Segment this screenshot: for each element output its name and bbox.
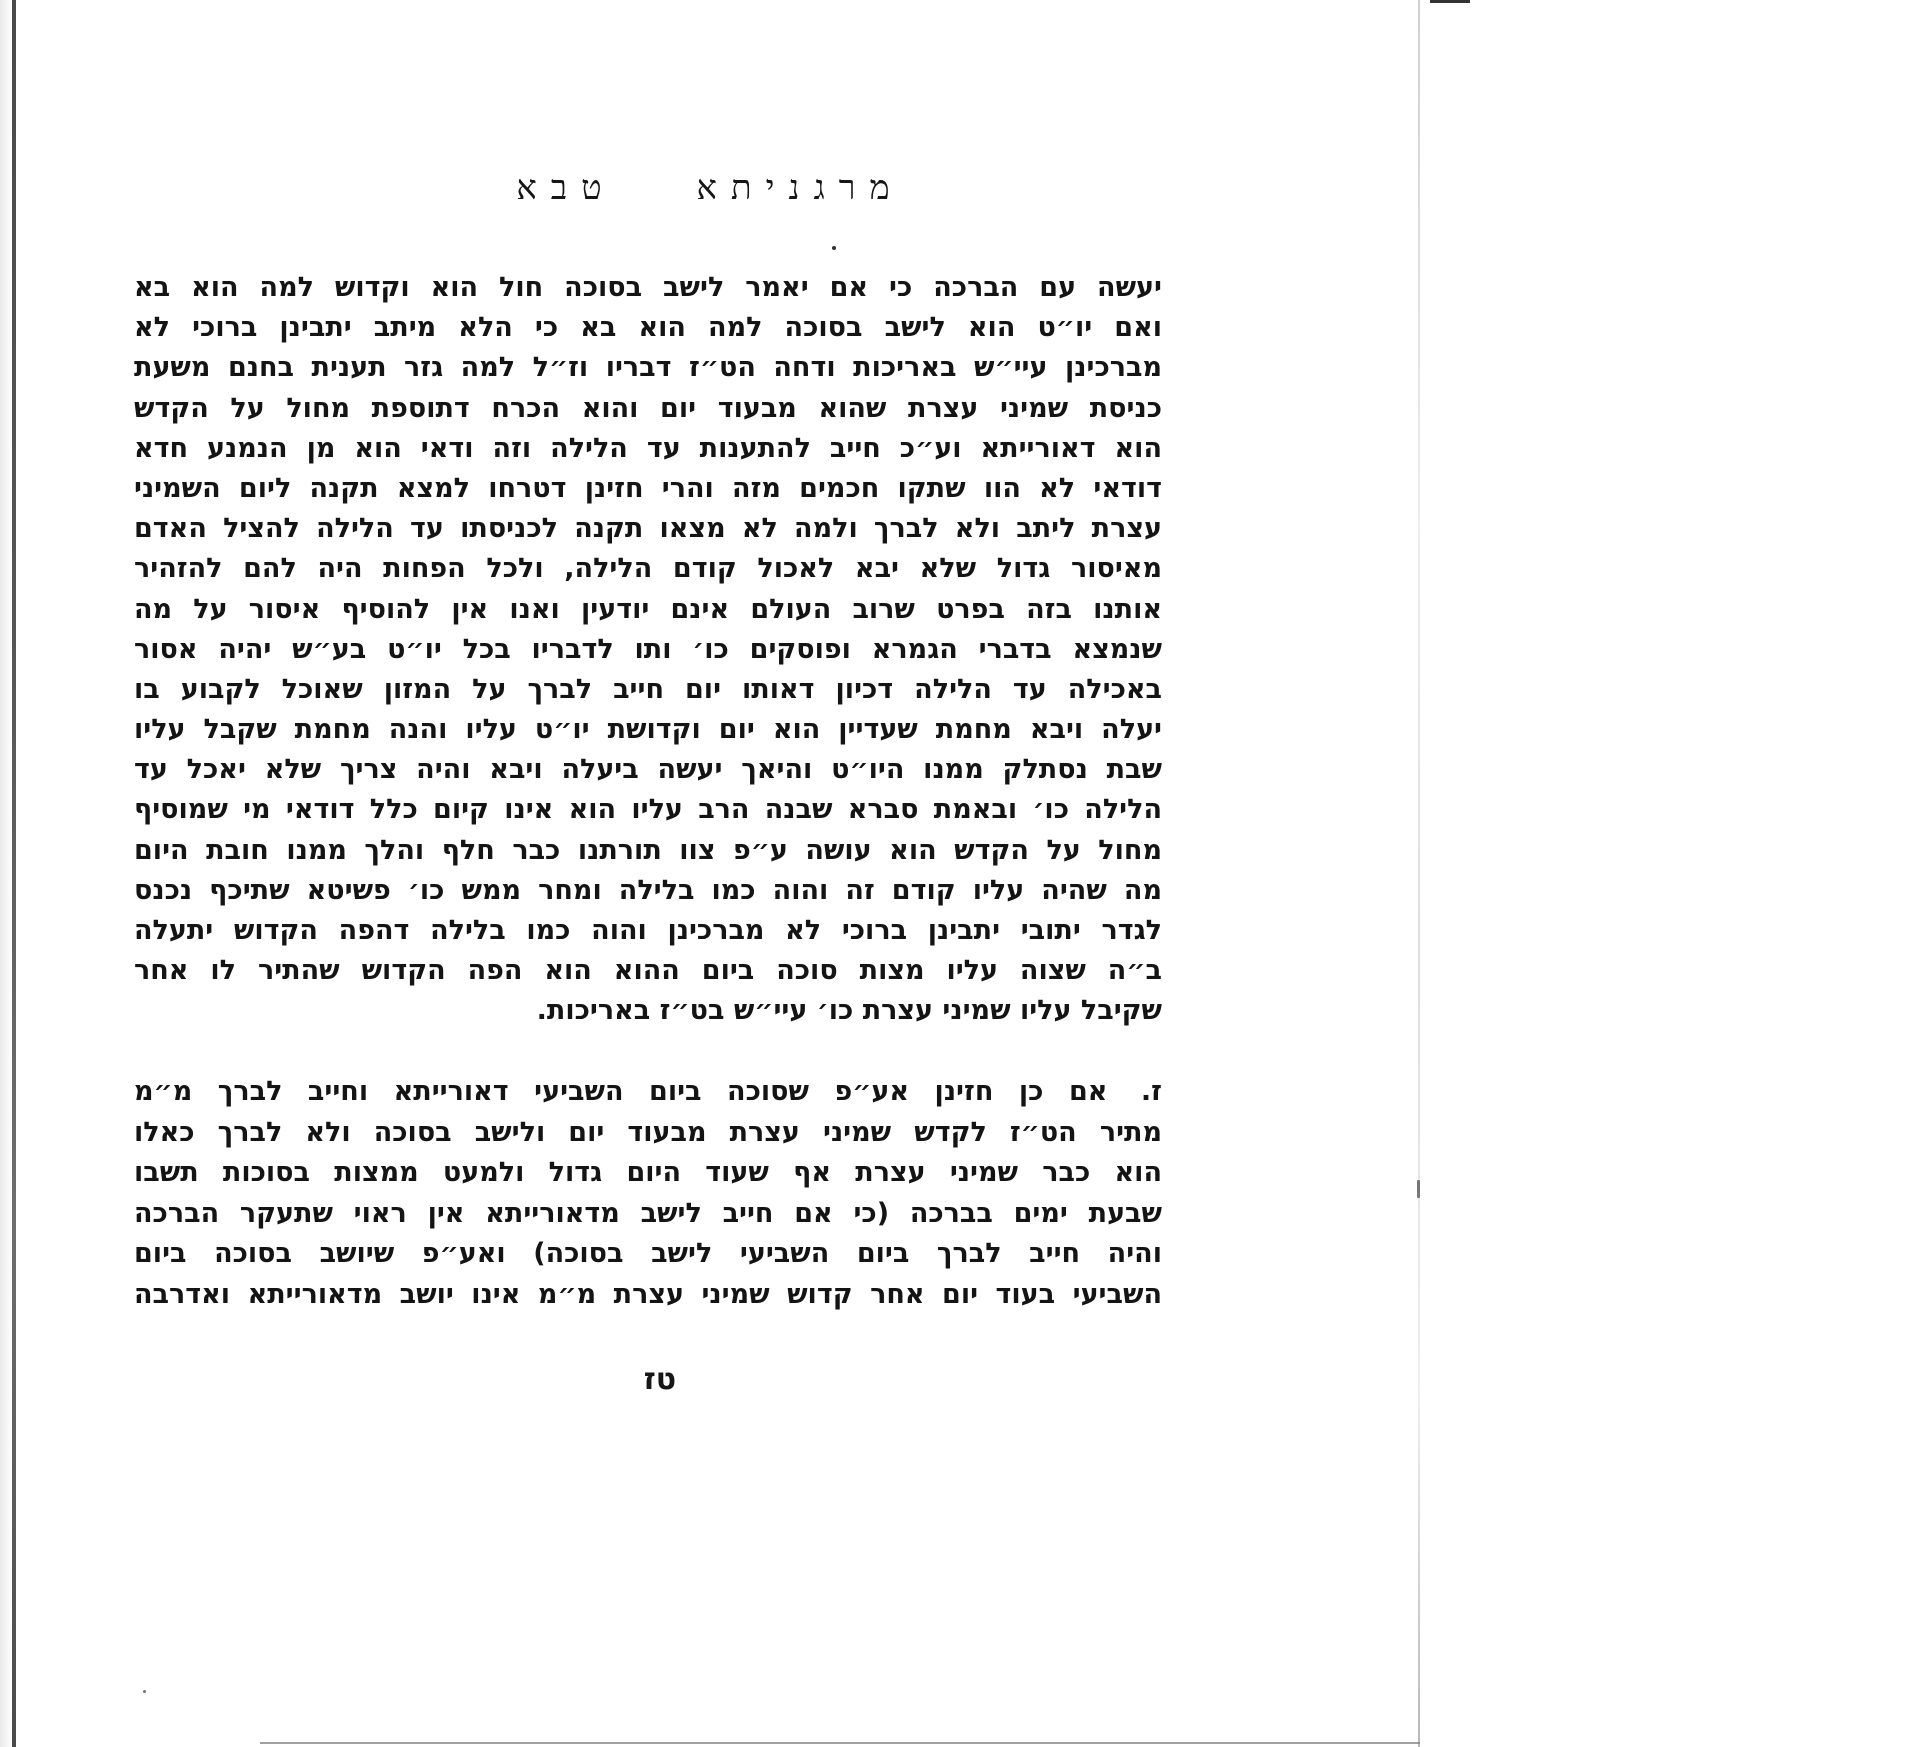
scan-margin-shadow bbox=[0, 0, 12, 1747]
running-head-word: טבא bbox=[516, 168, 616, 208]
text-line: ב״ה שצוה עליו מצות סוכה ביום ההוא הוא הפה הקדוש שהתיר לו אחר bbox=[134, 955, 1162, 987]
running-head-word: מרגניתא bbox=[696, 168, 904, 208]
text-line: מתיר הט״ז לקדש שמיני עצרת מבעוד יום ולישב בסוכה ולא לברך כאלו bbox=[134, 1116, 1162, 1148]
text-line-body: אם כן חזינן אע״פ שסוכה ביום השביעי דאורייתא וחייב לברך מ״מ bbox=[134, 1076, 1108, 1107]
text-line: אותנו בזה בפרט שרוב העולם אינם יודעין ואנו אין להוסיף איסור על מה bbox=[134, 593, 1162, 625]
text-line: והיה חייב לברך ביום השביעי לישב בסוכה) ואע״פ שיושב בסוכה ביום bbox=[134, 1238, 1162, 1269]
scan-speck bbox=[1417, 1180, 1420, 1198]
text-line: מה שהיה עליו קודם זה והוה כמו בלילה ומחר ממש כו׳ פשיטא שתיכף נכנס bbox=[134, 874, 1162, 906]
paragraph-one bbox=[134, 268, 1162, 1032]
text-line: באכילה עד הלילה דכיון דאותו יום חייב לברך על המזון שאוכל לקבוע בו bbox=[134, 673, 1162, 705]
ornament-dot bbox=[832, 246, 836, 250]
text-line: השביעי בעוד יום אחר קדוש שמיני עצרת מ״מ אינו יושב מדאורייתא ואדרבה bbox=[134, 1278, 1162, 1310]
text-line: מאיסור גדול שלא יבא לאכול קודם הלילה, ולכל הפחות היה להם להזהיר bbox=[134, 553, 1162, 585]
text-line: הוא כבר שמיני עצרת אף שעוד היום גדול ולמעט ממצות בסוכות תשבו bbox=[134, 1157, 1162, 1188]
running-head bbox=[0, 168, 1420, 208]
text-line: מחול על הקדש הוא עושה ע״פ צוו תורתנו כבר חלף והלך ממנו חובת היום bbox=[134, 834, 1162, 866]
text-line: מברכינן עיי״ש באריכות ודחה הט״ז דבריו וז״ל למה גזר תענית בחנם משעת bbox=[134, 352, 1162, 384]
text-line-first bbox=[134, 1072, 1162, 1113]
paragraph-two bbox=[134, 1072, 1162, 1315]
text-line: ואם יו״ט הוא לישב בסוכה למה הוא בא כי הלא מיתב יתבינן ברוכי לא bbox=[134, 312, 1162, 344]
scan-right-edge bbox=[1418, 0, 1420, 1747]
text-line: יעשה עם הברכה כי אם יאמר לישב בסוכה חול הוא וקדוש למה הוא בא bbox=[134, 272, 1162, 303]
text-line: הלילה כו׳ ובאמת סברא שבנה הרב עליו הוא אינו קיום כלל דודאי מי שמוסיף bbox=[134, 794, 1162, 826]
text-line: יעלה ויבא מחמת שעדיין הוא יום וקדושת יו״ט עליו והנה מחמת שקבל עליו bbox=[134, 714, 1162, 746]
text-line: כניסת שמיני עצרת שהוא מבעוד יום והוא הכרח דתוספת מחול על הקדש bbox=[134, 392, 1162, 424]
text-line: לגדר יתובי יתבינן ברוכי לא מברכינן והוה כמו בלילה דהפה הקדוש יתעלה bbox=[134, 915, 1162, 946]
scan-left-edge bbox=[12, 0, 16, 1747]
text-line: שנמצא בדברי הגמרא ופוסקים כו׳ ותו לדבריו בכל יו״ט בע״ש יהיה אסור bbox=[134, 633, 1162, 665]
text-line: שקיבל עליו שמיני עצרת כו׳ עיי״ש בט״ז באריכות. bbox=[536, 995, 1162, 1027]
text-line: הוא דאורייתא וע״כ חייב להתענות עד הלילה וזה ודאי הוא מן הנמנע חדא bbox=[134, 432, 1162, 464]
scan-speck bbox=[143, 1690, 146, 1693]
scan-top-mark bbox=[1430, 0, 1470, 3]
text-line: שבעת ימים בברכה (כי אם חייב לישב מדאורייתא אין ראוי שתעקר הברכה bbox=[134, 1197, 1162, 1229]
text-line: עצרת ליתב ולא לברך ולמה לא מצאו תקנה לכניסתו עד הלילה להציל האדם bbox=[134, 513, 1162, 545]
section-number: ז. bbox=[1140, 1076, 1162, 1107]
text-line: שבת נסתלק ממנו היו״ט והיאך יעשה ביעלה ויבא והיה צריך שלא יאכל עד bbox=[134, 754, 1162, 786]
page-number: טז bbox=[643, 1362, 677, 1397]
scan-bottom-edge bbox=[260, 1742, 1420, 1744]
text-line: דודאי לא הוו שתקו חכמים מזה והרי חזינן דטרחו למצא תקנה ליום השמיני bbox=[134, 472, 1162, 504]
